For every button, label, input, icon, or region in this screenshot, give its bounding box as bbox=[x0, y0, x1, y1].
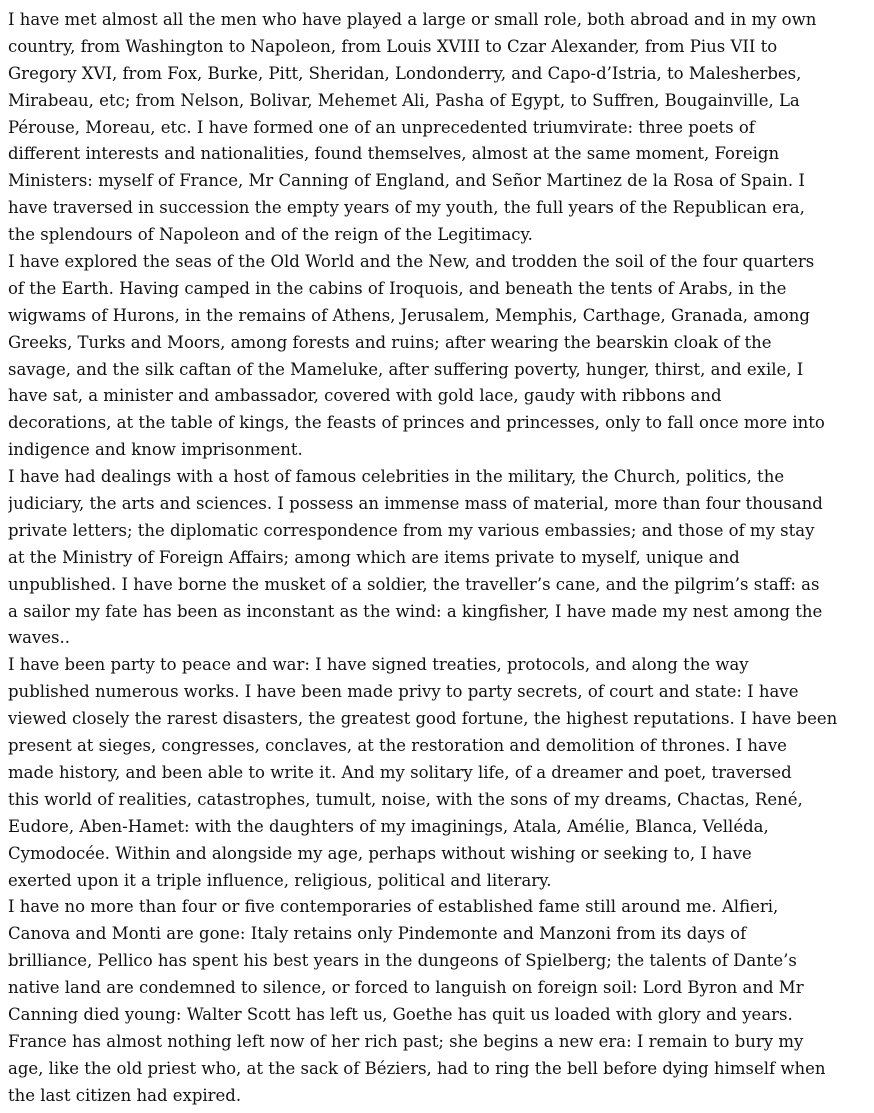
text-line: Canning died young: Walter Scott has left us, Goethe has quit us loaded with glory and years. bbox=[8, 1004, 793, 1024]
text-line: judiciary, the arts and sciences. I possess an immense mass of material, more than four thousand bbox=[8, 494, 823, 514]
text-line: unpublished. I have borne the musket of a soldier, the traveller’s cane, and the pilgrim’s staff: as bbox=[8, 574, 820, 594]
text-line: a sailor my fate has been as inconstant as the wind: a kingfisher, I have made my nest among the bbox=[8, 601, 823, 621]
text-line: different interests and nationalities, found themselves, almost at the same moment, Foreign bbox=[8, 144, 780, 164]
text-line: indigence and know imprisonment. bbox=[8, 440, 303, 460]
text-line: Pérouse, Moreau, etc. I have formed one of an unprecedented triumvirate: three poets of bbox=[8, 117, 755, 137]
text-line: brilliance, Pellico has spent his best years in the dungeons of Spielberg; the talents of Dante’s bbox=[8, 951, 797, 971]
text-line: decorations, at the table of kings, the feasts of princes and princesses, only to fall once more into bbox=[8, 413, 825, 433]
text-line: Gregory XVI, from Fox, Burke, Pitt, Sheridan, Londonderry, and Capo-d’Istria, to Malesherbes, bbox=[8, 63, 802, 83]
paragraph-3 bbox=[8, 464, 866, 652]
text-line: private letters; the diplomatic correspondence from my various embassies; and those of my stay bbox=[8, 520, 815, 540]
text-line: the splendours of Napoleon and of the reign of the Legitimacy. bbox=[8, 225, 533, 245]
text-line: Greeks, Turks and Moors, among forests and ruins; after wearing the bearskin cloak of the bbox=[8, 332, 772, 352]
text-line: present at sieges, congresses, conclaves, at the restoration and demolition of thrones. I have bbox=[8, 736, 787, 756]
text-line: I have no more than four or five contemporaries of established fame still around me. Alfieri, bbox=[8, 897, 779, 917]
text-line: I have been party to peace and war: I have signed treaties, protocols, and along the way bbox=[8, 655, 749, 675]
text-line: have sat, a minister and ambassador, covered with gold lace, gaudy with ribbons and bbox=[8, 386, 722, 406]
text-line: I have had dealings with a host of famous celebrities in the military, the Church, politics, the bbox=[8, 467, 785, 487]
text-line: country, from Washington to Napoleon, from Louis XVIII to Czar Alexander, from Pius VII to bbox=[8, 36, 778, 56]
text-line: I have explored the seas of the Old World and the New, and trodden the soil of the four quarters bbox=[8, 252, 815, 272]
paragraph-2 bbox=[8, 249, 866, 464]
text-line: made history, and been able to write it. And my solitary life, of a dreamer and poet, traversed bbox=[8, 762, 792, 782]
text-line: age, like the old priest who, at the sack of Béziers, had to ring the bell before dying himself when bbox=[8, 1058, 826, 1078]
text-line: I have met almost all the men who have played a large or small role, both abroad and in my own bbox=[8, 10, 817, 29]
paragraph-5 bbox=[8, 894, 866, 1109]
text-line: published numerous works. I have been made privy to party secrets, of court and state: I have bbox=[8, 682, 799, 702]
text-line: Cymodocée. Within and alongside my age, perhaps without wishing or seeking to, I have bbox=[8, 843, 752, 863]
text-line: viewed closely the rarest disasters, the greatest good fortune, the highest reputations. I have been bbox=[8, 709, 838, 729]
text-line: the last citizen had expired. bbox=[8, 1085, 242, 1105]
text-line: Mirabeau, etc; from Nelson, Bolivar, Mehemet Ali, Pasha of Egypt, to Suffren, Bougainville, La bbox=[8, 90, 800, 110]
text-line: France has almost nothing left now of her rich past; she begins a new era: I remain to bury my bbox=[8, 1031, 804, 1051]
text-line: waves.. bbox=[8, 628, 71, 648]
paragraph-4 bbox=[8, 652, 866, 894]
text-line: Canova and Monti are gone: Italy retains only Pindemonte and Manzoni from its days of bbox=[8, 924, 747, 944]
text-line: at the Ministry of Foreign Affairs; among which are items private to myself, unique and bbox=[8, 547, 740, 567]
text-line: wigwams of Hurons, in the remains of Athens, Jerusalem, Memphis, Carthage, Granada, among bbox=[8, 305, 810, 325]
text-line: savage, and the silk caftan of the Mameluke, after suffering poverty, hunger, thirst, and exile, I bbox=[8, 359, 804, 379]
paragraph-1 bbox=[8, 7, 866, 249]
text-line: Eudore, Aben-Hamet: with the daughters of my imaginings, Atala, Amélie, Blanca, Velléda, bbox=[8, 816, 769, 836]
text-line: have traversed in succession the empty years of my youth, the full years of the Republican era, bbox=[8, 198, 805, 218]
text-line: Ministers: myself of France, Mr Canning of England, and Señor Martinez de la Rosa of Spain. I bbox=[8, 171, 805, 191]
text-line: exerted upon it a triple influence, religious, political and literary. bbox=[8, 870, 552, 890]
text-line: this world of realities, catastrophes, tumult, noise, with the sons of my dreams, Chactas, René, bbox=[8, 789, 803, 809]
text-line: native land are condemned to silence, or forced to languish on foreign soil: Lord Byron and Mr bbox=[8, 978, 804, 998]
text-line: of the Earth. Having camped in the cabins of Iroquois, and beneath the tents of Arabs, in the bbox=[8, 278, 787, 298]
